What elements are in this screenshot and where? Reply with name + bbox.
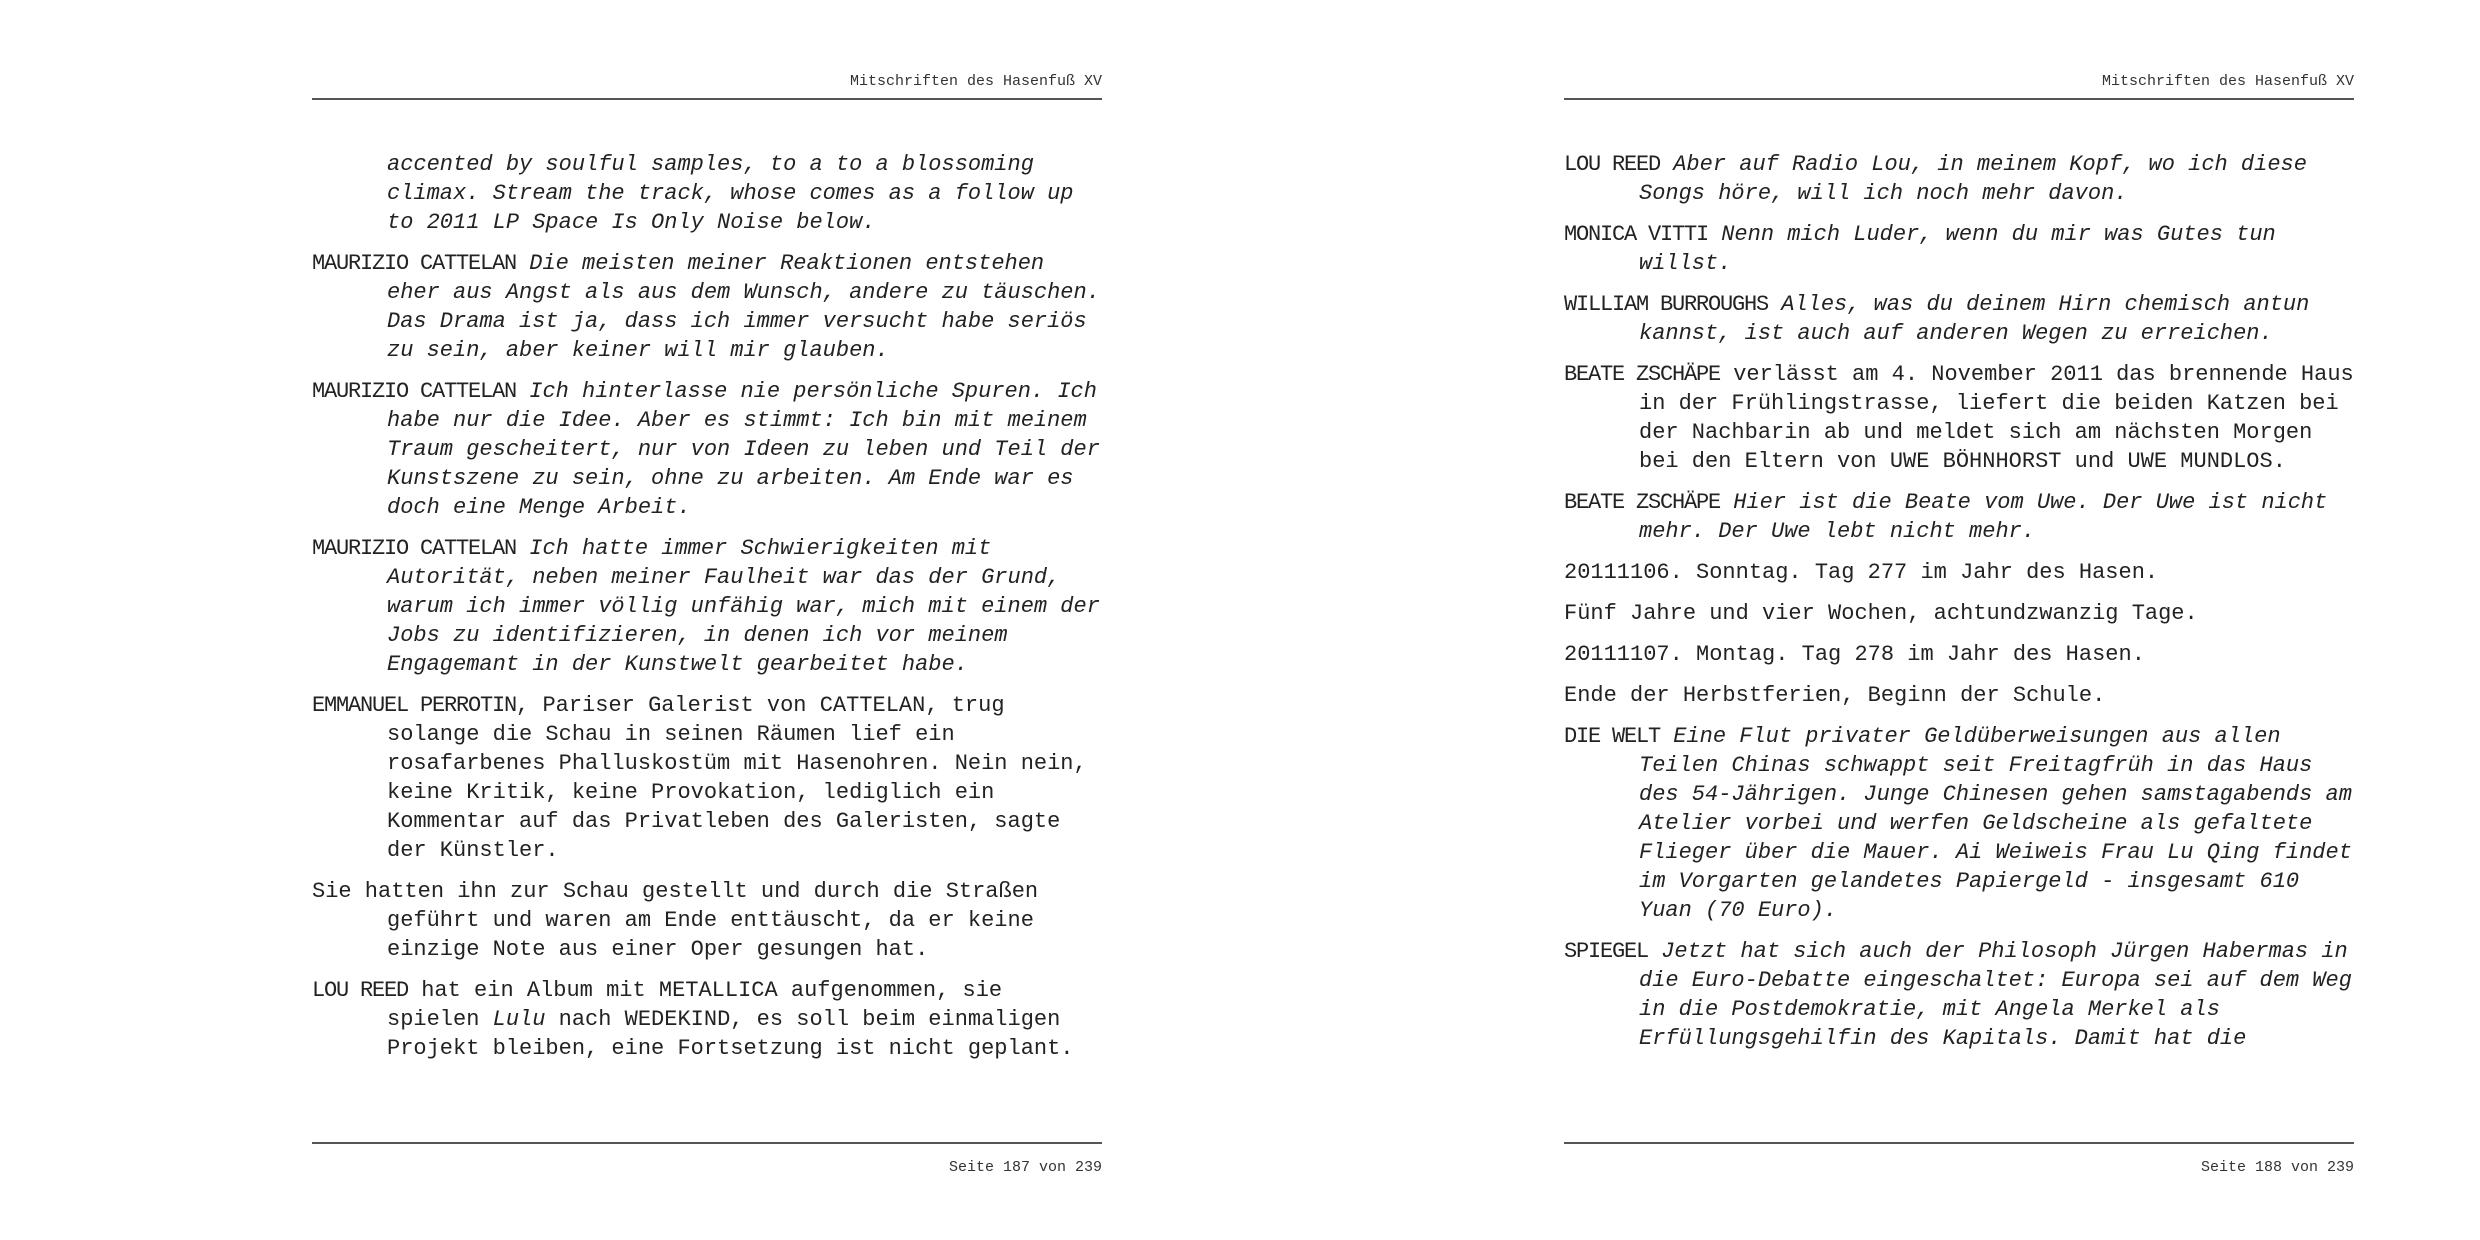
speaker-name: LOU REED bbox=[1564, 152, 1661, 177]
page-number: Seite 187 von 239 bbox=[948, 1159, 1102, 1176]
page-body bbox=[312, 150, 1102, 1075]
paragraph bbox=[1564, 640, 2354, 669]
paragraph bbox=[312, 976, 1102, 1063]
paragraph bbox=[312, 249, 1102, 365]
paragraph bbox=[312, 691, 1102, 865]
paragraph bbox=[1564, 558, 2354, 587]
quote-text: Die meisten meiner Reaktionen entstehen eher aus Angst als aus dem Wunsch, andere zu täuschen. Das Drama ist ja, dass ich immer versucht habe seriös zu sein, aber keiner will mir glauben. bbox=[387, 251, 1100, 363]
paragraph bbox=[1564, 488, 2354, 546]
paragraph bbox=[1564, 150, 2354, 208]
quote-text: Alles, was du deinem Hirn chemisch antun kannst, ist auch auf anderen Wegen zu erreichen. bbox=[1639, 292, 2310, 346]
speaker-name: BEATE ZSCHÄPE bbox=[1564, 362, 1721, 387]
body-text: nach WEDEKIND, es soll beim einmaligen Projekt bleiben, eine Fortsetzung ist nicht geplant. bbox=[387, 1007, 1074, 1061]
body-text: 20111107. Montag. Tag 278 im Jahr des Hasen. bbox=[1564, 642, 2145, 667]
paragraph bbox=[312, 534, 1102, 679]
speaker-name: EMMANUEL PERROTIN bbox=[312, 693, 517, 718]
paragraph bbox=[1564, 599, 2354, 628]
quote-text: Ich hatte immer Schwierigkeiten mit Autorität, neben meiner Faulheit war das der Grund, warum ich immer völlig unfähig war, mich mit einem der Jobs zu identifizieren, in denen ich vor meinem Engagemant in der Kunstwelt gearbeitet habe. bbox=[387, 536, 1100, 677]
paragraph bbox=[312, 377, 1102, 522]
speaker-name: MAURIZIO CATTELAN bbox=[312, 251, 517, 276]
paragraph bbox=[1564, 220, 2354, 278]
speaker-name: BEATE ZSCHÄPE bbox=[1564, 490, 1721, 515]
speaker-name: WILLIAM BURROUGHS bbox=[1564, 292, 1769, 317]
left-page bbox=[312, 0, 1102, 1240]
paragraph bbox=[1564, 360, 2354, 476]
quote-text: Jetzt hat sich auch der Philosoph Jürgen Habermas in die Euro-Debatte eingeschaltet: Europa sei auf dem Weg in die Postdemokratie, mit Angela Merkel als Erfüllungsgehilfin des Kapitals. Damit hat die bbox=[1639, 939, 2352, 1051]
speaker-name: SPIEGEL bbox=[1564, 939, 1649, 964]
quote-text: Hier ist die Beate vom Uwe. Der Uwe ist nicht mehr. Der Uwe lebt nicht mehr. bbox=[1639, 490, 2328, 544]
quote-text: Ich hinterlasse nie persönliche Spuren. Ich habe nur die Idee. Aber es stimmt: Ich bin mit meinem Traum gescheitert, nur von Ideen zu leben und Teil der Kunstszene zu sein, ohne zu arbeiten. Am Ende war es doch eine Menge Arbeit. bbox=[387, 379, 1100, 520]
paragraph bbox=[312, 877, 1102, 964]
speaker-name: MAURIZIO CATTELAN bbox=[312, 536, 517, 561]
paragraph bbox=[1564, 937, 2354, 1053]
header-title: Mitschriften des Hasenfuß XV bbox=[2101, 73, 2354, 90]
paragraph bbox=[1564, 681, 2354, 710]
body-text: Sie hatten ihn zur Schau gestellt und durch die Straßen geführt und waren am Ende enttäuscht, da er keine einzige Note aus einer Oper gesungen hat. bbox=[312, 879, 1039, 962]
page-body bbox=[1564, 150, 2354, 1065]
quote-text: Nenn mich Luder, wenn du mir was Gutes tun willst. bbox=[1639, 222, 2276, 276]
page-header bbox=[1564, 72, 2354, 100]
right-page bbox=[1564, 0, 2354, 1240]
page-footer bbox=[312, 1142, 1102, 1178]
speaker-name: LOU REED bbox=[312, 978, 409, 1003]
paragraph bbox=[312, 150, 1102, 237]
speaker-name: MAURIZIO CATTELAN bbox=[312, 379, 517, 404]
body-text: Ende der Herbstferien, Beginn der Schule. bbox=[1564, 683, 2106, 708]
quote-text: accented by soulful samples, to a to a blossoming climax. Stream the track, whose comes as a follow up to 2011 LP Space Is Only Noise below. bbox=[387, 152, 1074, 235]
body-text: 20111106. Sonntag. Tag 277 im Jahr des Hasen. bbox=[1564, 560, 2159, 585]
speaker-name: MONICA VITTI bbox=[1564, 222, 1709, 247]
paragraph bbox=[1564, 290, 2354, 348]
page-header bbox=[312, 72, 1102, 100]
body-text: , Pariser Galerist von CATTELAN, trug solange die Schau in seinen Räumen lief ein rosafarbenes Phalluskostüm mit Hasenohren. Nein nein, keine Kritik, keine Provokation, lediglich ein Kommentar auf das Privatleben des Galeristen, sagte der Künstler. bbox=[387, 693, 1087, 863]
quote-text: Eine Flut privater Geldüberweisungen aus allen Teilen Chinas schwappt seit Freitagfrüh in das Haus des 54-Jährigen. Junge Chinesen gehen samstagabends am Atelier vorbei und werfen Geldscheine als gefaltete Flieger über die Mauer. Ai Weiweis Frau Lu Qing findet im Vorgarten gelandetes Papiergeld - insgesamt 610 Yuan (70 Euro). bbox=[1639, 724, 2352, 923]
quote-text: Aber auf Radio Lou, in meinem Kopf, wo ich diese Songs höre, will ich noch mehr davon. bbox=[1639, 152, 2307, 206]
paragraph bbox=[1564, 722, 2354, 925]
page-footer bbox=[1564, 1142, 2354, 1178]
body-text: hat ein Album mit METALLICA aufgenommen, sie spielen bbox=[387, 978, 1003, 1032]
speaker-name: DIE WELT bbox=[1564, 724, 1661, 749]
header-title: Mitschriften des Hasenfuß XV bbox=[849, 73, 1102, 90]
title-text: Lulu bbox=[492, 1007, 546, 1032]
body-text: verlässt am 4. November 2011 das brennende Haus in der Frühlingstrasse, liefert die beiden Katzen bei der Nachbarin ab und meldet sich am nächsten Morgen bei den Eltern von UWE BÖHNHORST und UWE MUNDLOS. bbox=[1639, 362, 2354, 474]
page-number: Seite 188 von 239 bbox=[2200, 1159, 2354, 1176]
body-text: Fünf Jahre und vier Wochen, achtundzwanzig Tage. bbox=[1564, 601, 2198, 626]
